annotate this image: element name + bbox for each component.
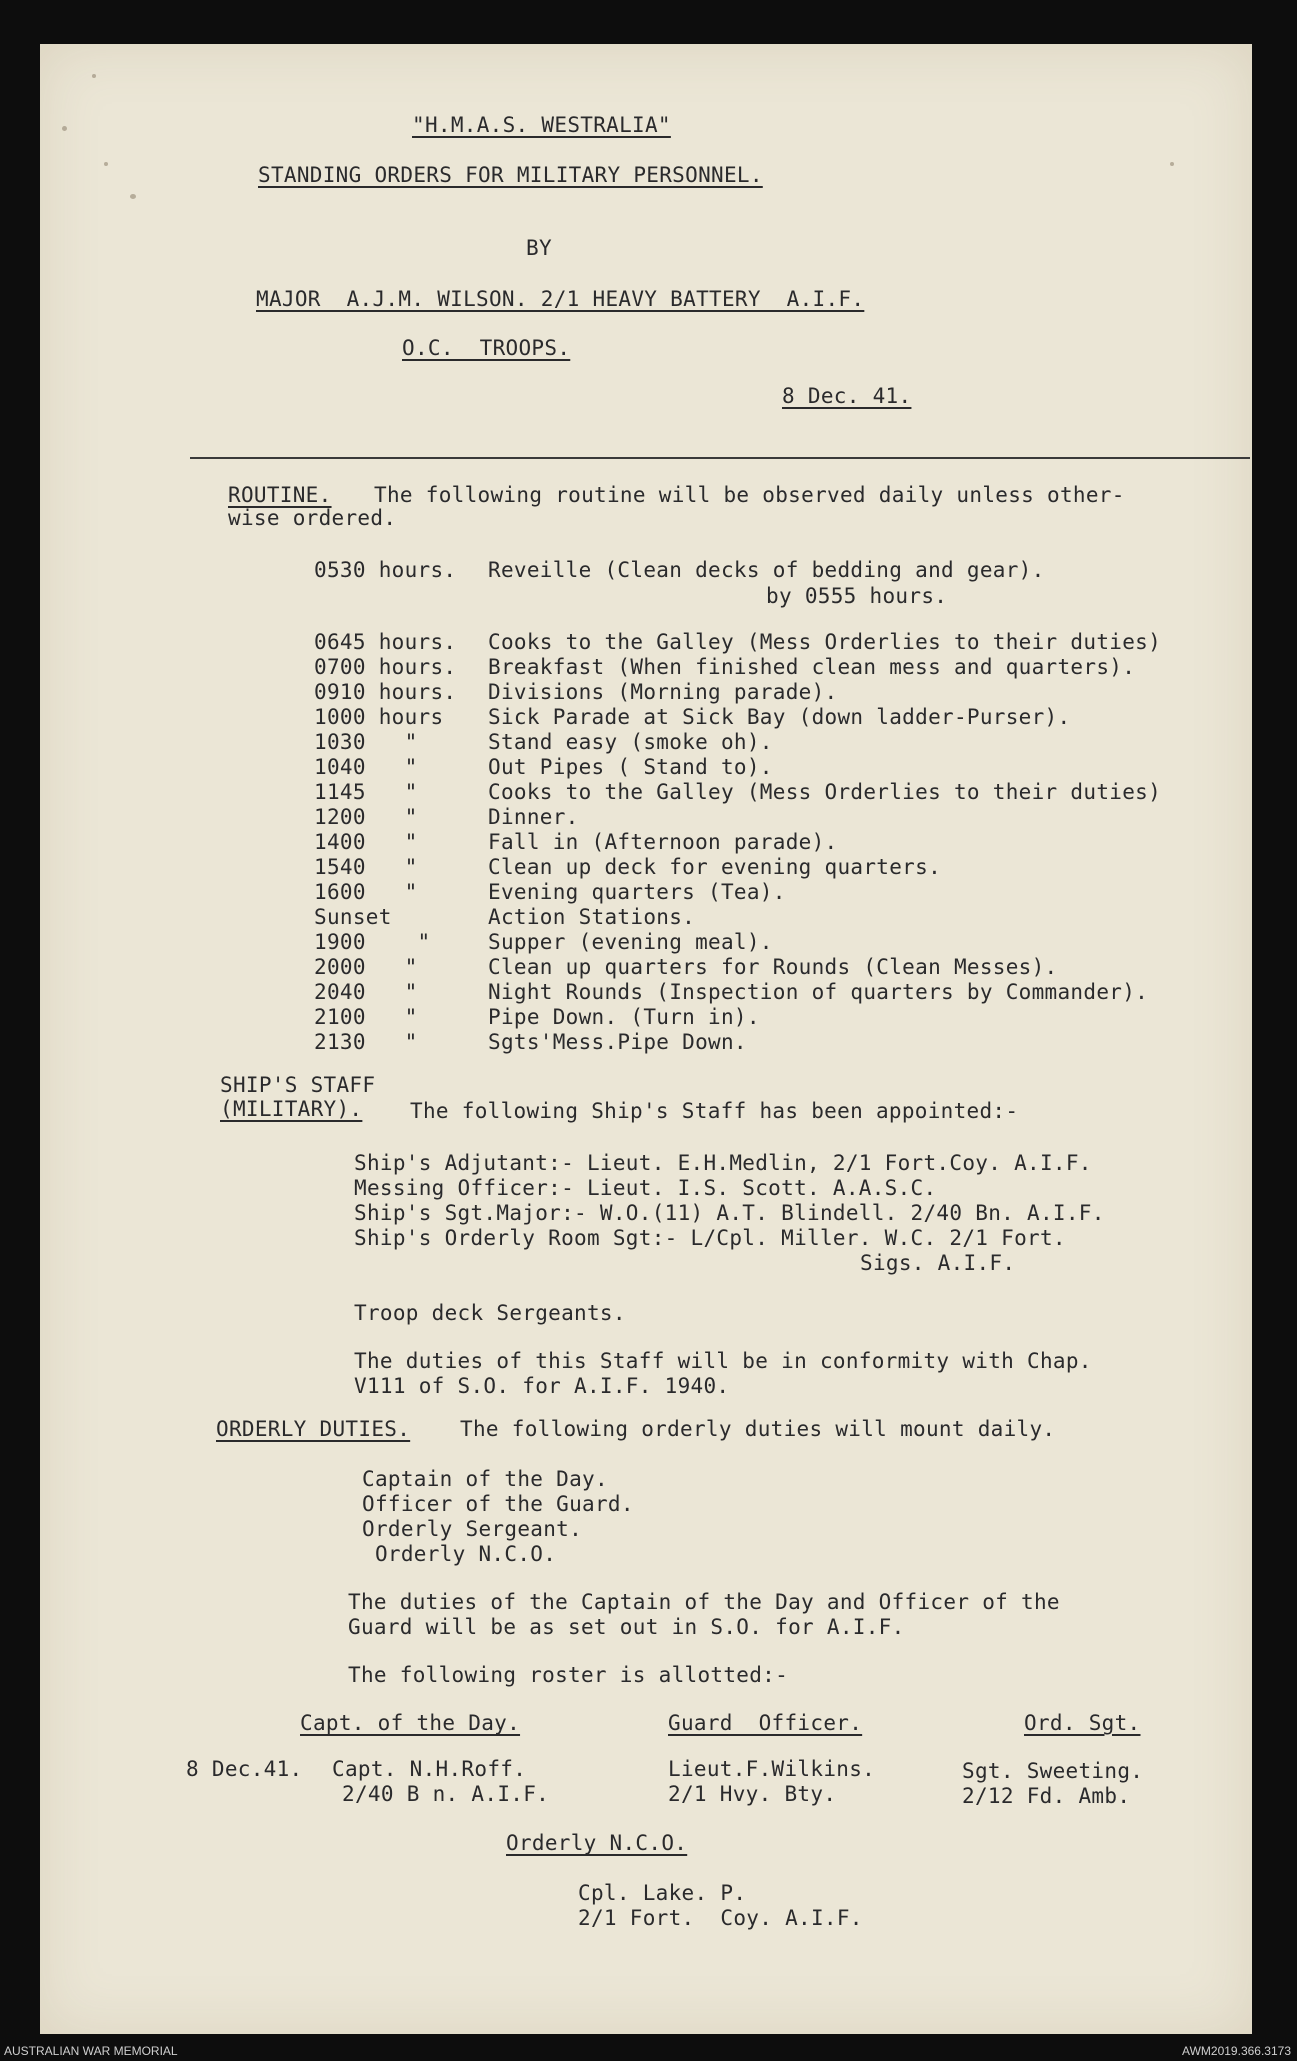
roster-sgt-name: Sgt. Sweeting. (962, 1759, 1144, 1783)
routine-time: 1200 " (314, 805, 418, 829)
orderly-heading: ORDERLY DUTIES. (216, 1417, 411, 1441)
by-line: BY (526, 236, 552, 260)
paper-speck (1170, 162, 1174, 166)
routine-time: 1540 " (314, 855, 418, 879)
routine-time: 0530 hours. (314, 558, 457, 582)
paper-speck (104, 162, 108, 166)
staff-heading-military: (MILITARY). (220, 1097, 363, 1121)
routine-time: 1000 hours (314, 705, 444, 729)
orderly-item: Captain of the Day. (362, 1467, 608, 1491)
header-rule (190, 457, 1250, 459)
footer-credit: AUSTRALIAN WAR MEMORIAL (4, 2044, 178, 2058)
roster-col-sgt: Ord. Sgt. (1024, 1711, 1141, 1735)
orderly-intro: The following orderly duties will mount daily. (460, 1417, 1056, 1441)
routine-desc: Stand easy (smoke oh). (488, 730, 773, 754)
document-date: 8 Dec. 41. (782, 384, 912, 408)
routine-time: 2040 " (314, 980, 418, 1004)
orderly-item: Orderly N.C.O. (362, 1542, 557, 1566)
routine-desc: Sick Parade at Sick Bay (down ladder-Purser). (488, 705, 1071, 729)
routine-desc: Divisions (Morning parade). (488, 680, 838, 704)
orderly-item: Orderly Sergeant. (362, 1517, 583, 1541)
routine-desc: Supper (evening meal). (488, 930, 773, 954)
routine-time: 0645 hours. (314, 630, 457, 654)
roster-col-capt: Capt. of the Day. (300, 1711, 521, 1735)
footer-accession-number: AWM2019.366.3173 (1182, 2044, 1291, 2058)
roster-capt-name: Capt. N.H.Roff. (332, 1757, 527, 1781)
routine-time: 1900 " (314, 930, 431, 954)
staff-duties: The duties of this Staff will be in conformity with Chap. (354, 1349, 1092, 1373)
troop-sergeants: Troop deck Sergeants. (354, 1301, 626, 1325)
roster-sgt-unit: 2/12 Fd. Amb. (962, 1784, 1131, 1808)
routine-time: 1030 " (314, 730, 418, 754)
staff-intro: The following Ship's Staff has been appointed:- (410, 1099, 1019, 1123)
roster-capt-unit: 2/40 B n. A.I.F. (342, 1782, 550, 1806)
routine-desc: Pipe Down. (Turn in). (488, 1005, 760, 1029)
roster-nco-heading: Orderly N.C.O. (506, 1831, 688, 1855)
staff-line-cont: Sigs. A.I.F. (860, 1251, 1016, 1275)
author-line: MAJOR A.J.M. WILSON. 2/1 HEAVY BATTERY A.I.F. (256, 287, 865, 311)
routine-desc: Action Stations. (488, 905, 696, 929)
roster-nco-unit: 2/1 Fort. Coy. A.I.F. (578, 1906, 863, 1930)
routine-desc: Clean up deck for evening quarters. (488, 855, 942, 879)
routine-time: Sunset (314, 905, 392, 929)
ship-title: "H.M.A.S. WESTRALIA" (412, 113, 671, 137)
routine-desc: Reveille (Clean decks of bedding and gear). (488, 558, 1045, 582)
routine-heading: ROUTINE. (228, 483, 332, 507)
roster-date: 8 Dec.41. (186, 1757, 303, 1781)
roster-intro: The following roster is allotted:- (348, 1663, 789, 1687)
paper-speck (130, 194, 136, 199)
routine-desc: Dinner. (488, 805, 579, 829)
routine-desc: Night Rounds (Inspection of quarters by Commander). (488, 980, 1149, 1004)
staff-line: Messing Officer:- Lieut. I.S. Scott. A.A.S.C. (354, 1176, 937, 1200)
staff-duties-cont: V111 of S.O. for A.I.F. 1940. (354, 1374, 730, 1398)
routine-time: 1145 " (314, 780, 418, 804)
orderly-para: The duties of the Captain of the Day and Officer of the (348, 1590, 1060, 1614)
routine-intro-cont: wise ordered. (228, 506, 397, 530)
routine-desc: Cooks to the Galley (Mess Orderlies to their duties) (488, 780, 1162, 804)
routine-time: 2130 " (314, 1030, 418, 1054)
paper-speck (92, 74, 96, 78)
roster-guard-name: Lieut.F.Wilkins. (668, 1757, 876, 1781)
role-line: O.C. TROOPS. (402, 336, 571, 360)
roster-nco-name: Cpl. Lake. P. (578, 1881, 747, 1905)
routine-desc: Evening quarters (Tea). (488, 880, 786, 904)
routine-time: 2100 " (314, 1005, 418, 1029)
document-subtitle: STANDING ORDERS FOR MILITARY PERSONNEL. (258, 163, 763, 187)
staff-heading: SHIP'S STAFF (220, 1073, 376, 1097)
document-page (40, 44, 1252, 2034)
routine-time: 1400 " (314, 830, 418, 854)
routine-desc: Breakfast (When finished clean mess and quarters). (488, 655, 1136, 679)
staff-line: Ship's Orderly Room Sgt:- L/Cpl. Miller. W.C. 2/1 Fort. (354, 1226, 1066, 1250)
routine-time: 1040 " (314, 755, 418, 779)
routine-time: 2000 " (314, 955, 418, 979)
routine-intro: The following routine will be observed daily unless other- (374, 483, 1125, 507)
orderly-para-cont: Guard will be as set out in S.O. for A.I.F. (348, 1615, 905, 1639)
routine-desc: Cooks to the Galley (Mess Orderlies to their duties) (488, 630, 1162, 654)
routine-desc: Clean up quarters for Rounds (Clean Messes). (488, 955, 1058, 979)
roster-col-guard: Guard Officer. (668, 1711, 863, 1735)
paper-speck (62, 126, 67, 131)
roster-guard-unit: 2/1 Hvy. Bty. (668, 1782, 837, 1806)
routine-time: 0700 hours. (314, 655, 457, 679)
routine-desc: Out Pipes ( Stand to). (488, 755, 773, 779)
routine-time: 1600 " (314, 880, 418, 904)
routine-desc: Fall in (Afternoon parade). (488, 830, 838, 854)
orderly-item: Officer of the Guard. (362, 1492, 634, 1516)
staff-line: Ship's Sgt.Major:- W.O.(11) A.T. Blindell. 2/40 Bn. A.I.F. (354, 1201, 1105, 1225)
routine-desc: by 0555 hours. (766, 584, 948, 608)
routine-time: 0910 hours. (314, 680, 457, 704)
routine-desc: Sgts'Mess.Pipe Down. (488, 1030, 747, 1054)
staff-line: Ship's Adjutant:- Lieut. E.H.Medlin, 2/1 Fort.Coy. A.I.F. (354, 1151, 1092, 1175)
